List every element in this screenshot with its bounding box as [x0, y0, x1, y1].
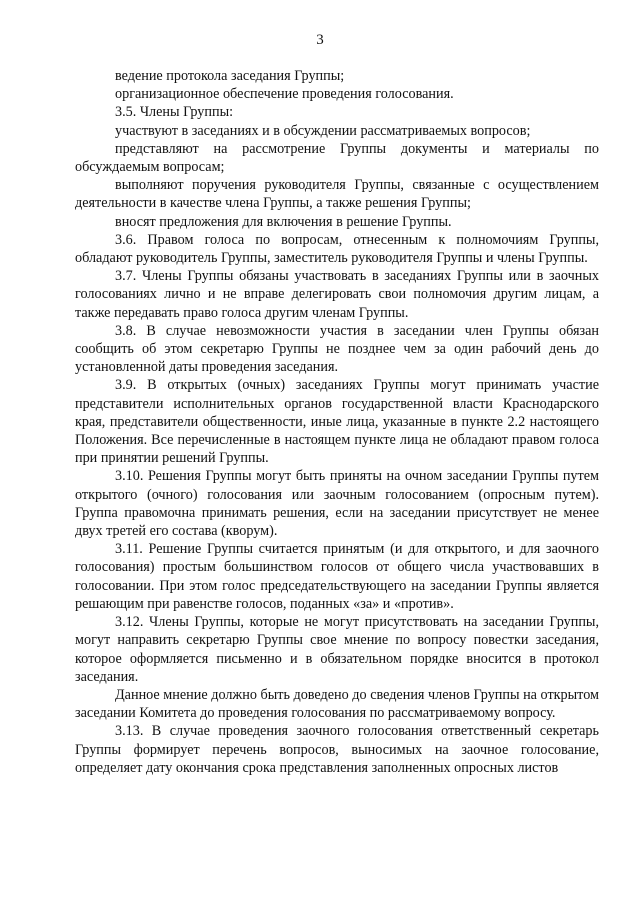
- paragraph-3-12: 3.12. Члены Группы, которые не могут присутствовать на заседании Группы, могут направить секретарю Группы свое мнение по вопросу повестки заседания, которое оформляется письменно и в обязательном порядке вносится в протокол заседания.: [75, 614, 599, 685]
- paragraph-3-13: 3.13. В случае проведения заочного голосования ответственный секретарь Группы формирует перечень вопросов, выносимых на заочное голосование, определяет дату окончания срока представления заполненных опросных листов: [75, 723, 599, 776]
- paragraph-submit-documents: представляют на рассмотрение Группы документы и материалы по обсуждаемым вопросам;: [75, 140, 599, 176]
- paragraph-participate: участвуют в заседаниях и в обсуждении рассматриваемых вопросов;: [115, 122, 531, 139]
- paragraph-execute-orders: выполняют поручения руководителя Группы, связанные с осуществлением деятельности в качестве члена Группы, а также решения Группы;: [75, 177, 599, 212]
- paragraph-3-8: 3.8. В случае невозможности участия в заседании член Группы обязан сообщить об этом секретарю Группы не позднее чем за один рабочий день до установленной даты проведения заседания.: [75, 322, 599, 376]
- paragraph-3-9: 3.9. В открытых (очных) заседаниях Группы могут принимать участие представители исполнительных органов государственной власти Краснодарского края, представители общественности, иные лица, указанные в пункте 2.2 настоящего Положения. Все перечисленные в настоящем пункте лица не обладают правом голоса при принятии решений Группы.: [75, 377, 599, 467]
- paragraph-3-6: 3.6. Правом голоса по вопросам, отнесенным к полномочиям Группы, обладают руководитель Группы, заместитель руководителя Группы и члены Группы.: [75, 231, 599, 267]
- paragraph-3-7: 3.7. Члены Группы обязаны участвовать в заседаниях Группы или в заочных голосованиях лично и не вправе делегировать свои полномочия другим лицам, а также передавать право голоса другим членам Группы.: [75, 268, 599, 321]
- page-number: 3: [316, 32, 324, 48]
- paragraph-protocol: ведение протокола заседания Группы;: [115, 68, 345, 84]
- paragraph-proposals: вносят предложения для включения в решение Группы.: [115, 213, 452, 230]
- paragraph-3-5-heading: 3.5. Члены Группы:: [115, 104, 234, 121]
- document-body: [75, 67, 599, 777]
- paragraph-voting-support: организационное обеспечение проведения голосования.: [115, 86, 454, 103]
- paragraph-3-11: 3.11. Решение Группы считается принятым (и для открытого, и для заочного голосования) простым большинством голосов от общего числа участвовавших в голосовании. При этом голос председательствующего на заседании Группы является решающим при равенстве голосов, поданных «за» и «против».: [75, 541, 599, 612]
- paragraph-opinion: Данное мнение должно быть доведено до сведения членов Группы на открытом заседании Комитета до проведения голосования по рассматриваемому вопросу.: [75, 686, 599, 722]
- paragraph-3-10: 3.10. Решения Группы могут быть приняты на очном заседании Группы путем открытого (очного) голосования или заочным голосованием (опросным путем). Группа правомочна принимать решения, если на заседании присутствует не менее двух третей его состава (кворум).: [75, 468, 599, 540]
